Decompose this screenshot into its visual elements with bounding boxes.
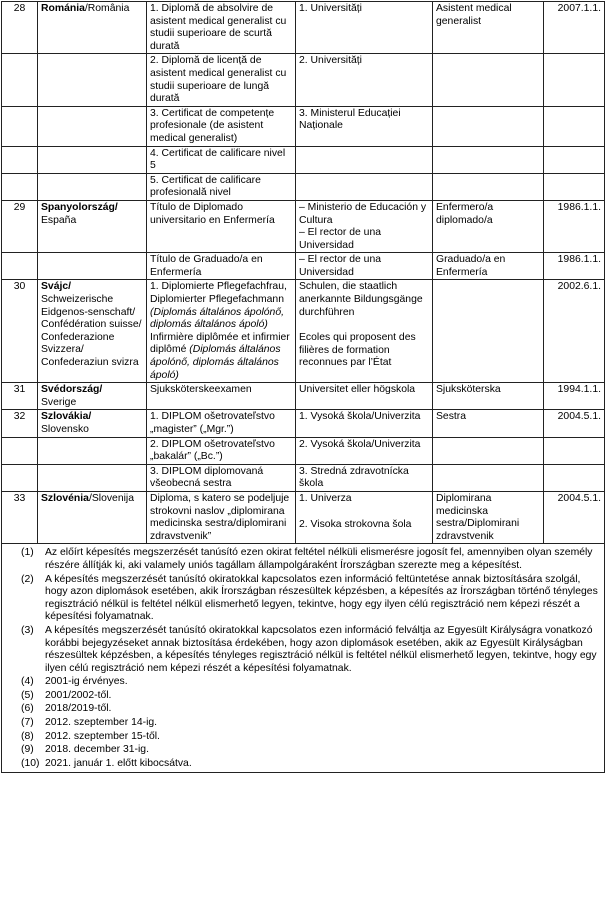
issuing-body-cell: Universitet eller högskola <box>296 383 433 410</box>
reference-date-cell: 2002.6.1. <box>544 280 605 383</box>
reference-date-cell: 1986.1.1. <box>544 200 605 252</box>
diploma-cell: Título de Graduado/a en Enfermería <box>147 253 296 280</box>
issuing-body-cell: 1. Universități <box>296 2 433 54</box>
issuing-body-cell: 1. Univerza 2. Visoka strokovna šola <box>296 491 433 543</box>
reference-date-cell: 1994.1.1. <box>544 383 605 410</box>
footnote: (2) A képesítés megszerzését tanúsító okiratokkal kapcsolatos ezen információ feltüntetése annak biztosítására szolgál, hogy azon diplomások esetében, akik Írországban részesültek képzésben, a képesítés az Írországban történő tényleges regisztráció nélkül is feltétel nélkül elismerhető legyen, tekintve, hogy egy ilyen célú regisztráció nem képezi részét a képesítési folyamatnak. <box>21 573 598 623</box>
issuing-body-cell: 1. Vysoká škola/Univerzita <box>296 410 433 437</box>
table-row <box>2 106 605 146</box>
reference-date-cell: 2004.5.1. <box>544 410 605 437</box>
footnote: (5) 2001/2002-től. <box>21 689 112 701</box>
country-cell: Románia/România <box>38 2 147 54</box>
qualifications-table <box>1 1 605 773</box>
country-cell: Spanyolország/ España <box>38 200 147 252</box>
row-number: 28 <box>2 2 38 54</box>
country-cell: Svédország/ Sverige <box>38 383 147 410</box>
title-cell: Diplomirana medicinska sestra/Diplomirani zdravstvenik <box>433 491 544 543</box>
diploma-cell: 3. DIPLOM diplomovaná všeobecná sestra <box>147 464 296 491</box>
diploma-cell: 2. Diplomă de licență de asistent medical generalist cu studii superioare de lungă durată <box>147 54 296 106</box>
title-cell: Sjuksköterska <box>433 383 544 410</box>
table-row <box>2 437 605 464</box>
table-row <box>2 54 605 106</box>
diploma-cell: 1. Diplomierte Pflegefachfrau, Diplomierter Pflegefachmann (Diplomás általános ápolónő, diplomás általános ápoló) Infirmière diplômée et infirmier diplômé (Diplomás általános ápolónő, diplomás általános ápoló) <box>147 280 296 383</box>
table-row <box>2 200 605 252</box>
table-row <box>2 2 605 54</box>
diploma-cell: Sjuksköterskeexamen <box>147 383 296 410</box>
issuing-body-cell: – El rector de una Universidad <box>296 253 433 280</box>
footnotes-row <box>2 544 605 773</box>
row-number: 32 <box>2 410 38 437</box>
table-row <box>2 146 605 173</box>
footnote: (10) 2021. január 1. előtt kibocsátva. <box>21 757 192 769</box>
diploma-cell: 1. DIPLOM ošetrovateľstvo „magister” („Mgr.”) <box>147 410 296 437</box>
issuing-body-cell: 2. Vysoká škola/Univerzita <box>296 437 433 464</box>
footnote: (6) 2018/2019-től. <box>21 703 112 715</box>
diploma-cell: 3. Certificat de competențe profesionale (de asistent medical generalist) <box>147 106 296 146</box>
footnote: (3) A képesítés megszerzését tanúsító okiratokkal kapcsolatos ezen információ felváltja az Egyesült Királyságra vonatkozó korábbi bejegyzéseket annak biztosítása érdekében, hogy azon diplomások esetében, akik az Egyesült Királyságban részesültek képzésben, a képesítés tényleges regisztráció nélkül is feltétel nélkül elismerhető legyen, tekintve, hogy egy ilyen célú regisztráció nem képezi részét a képesítési folyamatnak. <box>21 624 597 674</box>
table-row <box>2 491 605 543</box>
reference-date-cell: 2004.5.1. <box>544 491 605 543</box>
issuing-body-cell: 3. Stredná zdravotnícka škola <box>296 464 433 491</box>
row-number: 33 <box>2 491 38 543</box>
title-cell: Graduado/a en Enfermería <box>433 253 544 280</box>
diploma-cell: 5. Certificat de calificare profesională nivel <box>147 173 296 200</box>
issuing-body-cell: Schulen, die staatlich anerkannte Bildungsgänge durchführen Ecoles qui proposent des filières de formation reconnues par l’État <box>296 280 433 383</box>
footnote: (9) 2018. december 31-ig. <box>21 744 149 756</box>
title-cell: Asistent medical generalist <box>433 2 544 54</box>
title-cell: Sestra <box>433 410 544 437</box>
diploma-cell: 2. DIPLOM ošetrovateľstvo „bakalár” („Bc.”) <box>147 437 296 464</box>
reference-date-cell: 1986.1.1. <box>544 253 605 280</box>
footnote: (8) 2012. szeptember 15-től. <box>21 730 160 742</box>
issuing-body-cell: 2. Universități <box>296 54 433 106</box>
table-row <box>2 280 605 383</box>
table-row <box>2 253 605 280</box>
diploma-cell: 4. Certificat de calificare nivel 5 <box>147 146 296 173</box>
reference-date-cell: 2007.1.1. <box>544 2 605 54</box>
title-cell: Enfermero/a diplomado/a <box>433 200 544 252</box>
country-cell: Svájc/ Schweizerische Eidgenos-senschaft/ Confédération suisse/ Confederazione Svizzera/ Confederaziun svizra <box>38 280 147 383</box>
table-row <box>2 410 605 437</box>
footnote: (7) 2012. szeptember 14-ig. <box>21 717 158 729</box>
row-number: 29 <box>2 200 38 252</box>
table-row <box>2 173 605 200</box>
issuing-body-cell: 3. Ministerul Educației Naționale <box>296 106 433 146</box>
table-row <box>2 383 605 410</box>
diploma-cell: 1. Diplomă de absolvire de asistent medical generalist cu studii superioare de scurtă durată <box>147 2 296 54</box>
issuing-body-cell: – Ministerio de Educación y Cultura – El rector de una Universidad <box>296 200 433 252</box>
country-cell: Szlovénia/Slovenija <box>38 491 147 543</box>
footnote: (4) 2001-ig érvényes. <box>21 676 128 688</box>
diploma-cell: Título de Diplomado universitario en Enfermería <box>147 200 296 252</box>
footnote: (1) Az előírt képesítés megszerzését tanúsító ezen okirat feltétel nélküli elismerésre jogosít fel, amennyiben olyan személy részére állítják ki, aki valamely uniós tagállam állampolgáraként Írországban szerezte meg a képesítést. <box>21 547 593 571</box>
table-row <box>2 464 605 491</box>
footnotes-cell <box>2 544 605 773</box>
row-number: 30 <box>2 280 38 383</box>
country-cell: Szlovákia/ Slovensko <box>38 410 147 437</box>
diploma-cell: Diploma, s katero se podeljuje strokovni naslov „diplomirana medicinska sestra/diplomirani zdravstvenik” <box>147 491 296 543</box>
row-number: 31 <box>2 383 38 410</box>
